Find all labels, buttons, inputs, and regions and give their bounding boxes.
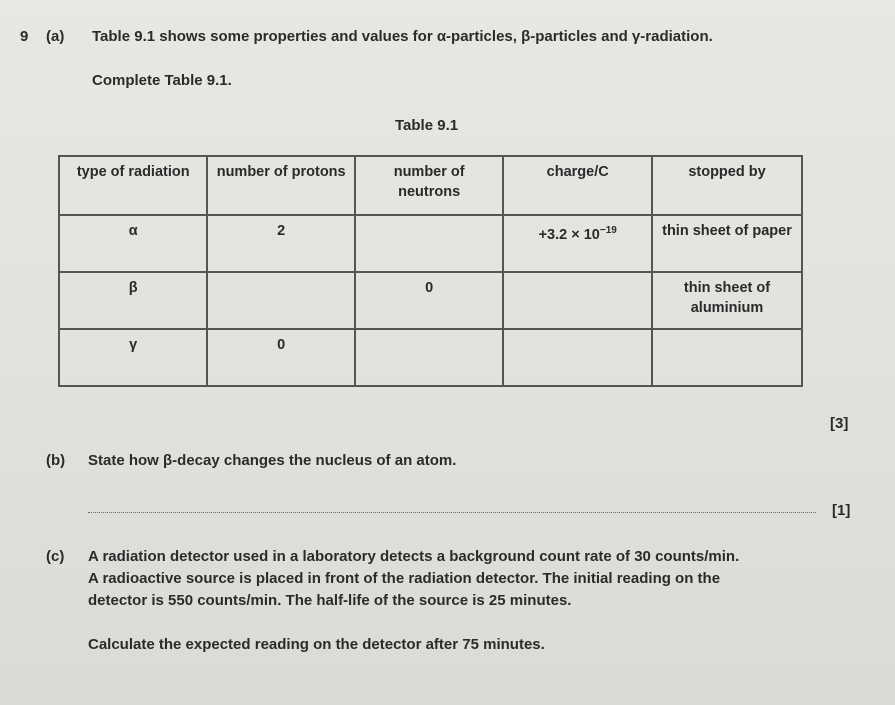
cell-gamma-neutrons[interactable] — [355, 329, 504, 386]
cell-gamma-protons: 0 — [207, 329, 354, 386]
part-b-text: State how β-decay changes the nucleus of an atom. — [88, 452, 457, 469]
answer-line[interactable] — [88, 512, 816, 513]
cell-alpha-type: α — [59, 215, 207, 272]
part-a-line2: Complete Table 9.1. — [92, 72, 232, 89]
cell-beta-stopped-by: thin sheet of aluminium — [652, 272, 802, 329]
table-row-beta — [59, 272, 802, 329]
cell-alpha-stopped-by: thin sheet of paper — [652, 215, 802, 272]
cell-beta-type: β — [59, 272, 207, 329]
cell-beta-neutrons: 0 — [355, 272, 504, 329]
cell-gamma-type: γ — [59, 329, 207, 386]
cell-gamma-stopped-by[interactable] — [652, 329, 802, 386]
part-c-line2: A radioactive source is placed in front of the radiation detector. The initial reading on the — [88, 570, 721, 587]
header-stopped-by: stopped by — [652, 156, 802, 215]
table-header-row — [59, 156, 802, 215]
part-a-line1: Table 9.1 shows some properties and values for α-particles, β-particles and γ-radiation. — [92, 28, 713, 45]
cell-alpha-neutrons[interactable] — [355, 215, 504, 272]
charge-exponent: −19 — [599, 225, 617, 236]
part-c-line1: A radiation detector used in a laboratory detects a background count rate of 30 counts/min. — [88, 548, 740, 565]
header-neutrons: number of neutrons — [355, 156, 504, 215]
part-c-line3: detector is 550 counts/min. The half-life of the source is 25 minutes. — [88, 592, 572, 609]
part-b-marks: [1] — [832, 502, 851, 519]
cell-alpha-charge — [503, 215, 652, 272]
cell-beta-charge[interactable] — [503, 272, 652, 329]
header-charge: charge/C — [503, 156, 652, 215]
part-a-marks: [3] — [830, 415, 849, 432]
part-b-label: (b) — [46, 452, 66, 469]
table-title: Table 9.1 — [395, 117, 459, 134]
table-row-alpha — [59, 215, 802, 272]
table-row-gamma — [59, 329, 802, 386]
part-c-label: (c) — [46, 548, 65, 565]
question-number: 9 — [20, 28, 29, 45]
header-type: type of radiation — [59, 156, 207, 215]
cell-gamma-charge[interactable] — [503, 329, 652, 386]
header-protons: number of protons — [207, 156, 354, 215]
radiation-properties-table — [58, 155, 803, 387]
cell-beta-protons[interactable] — [207, 272, 354, 329]
cell-alpha-protons: 2 — [207, 215, 354, 272]
part-c-line4: Calculate the expected reading on the detector after 75 minutes. — [88, 636, 545, 653]
part-a-label: (a) — [46, 28, 65, 45]
charge-mantissa: +3.2 × 10 — [538, 226, 600, 243]
